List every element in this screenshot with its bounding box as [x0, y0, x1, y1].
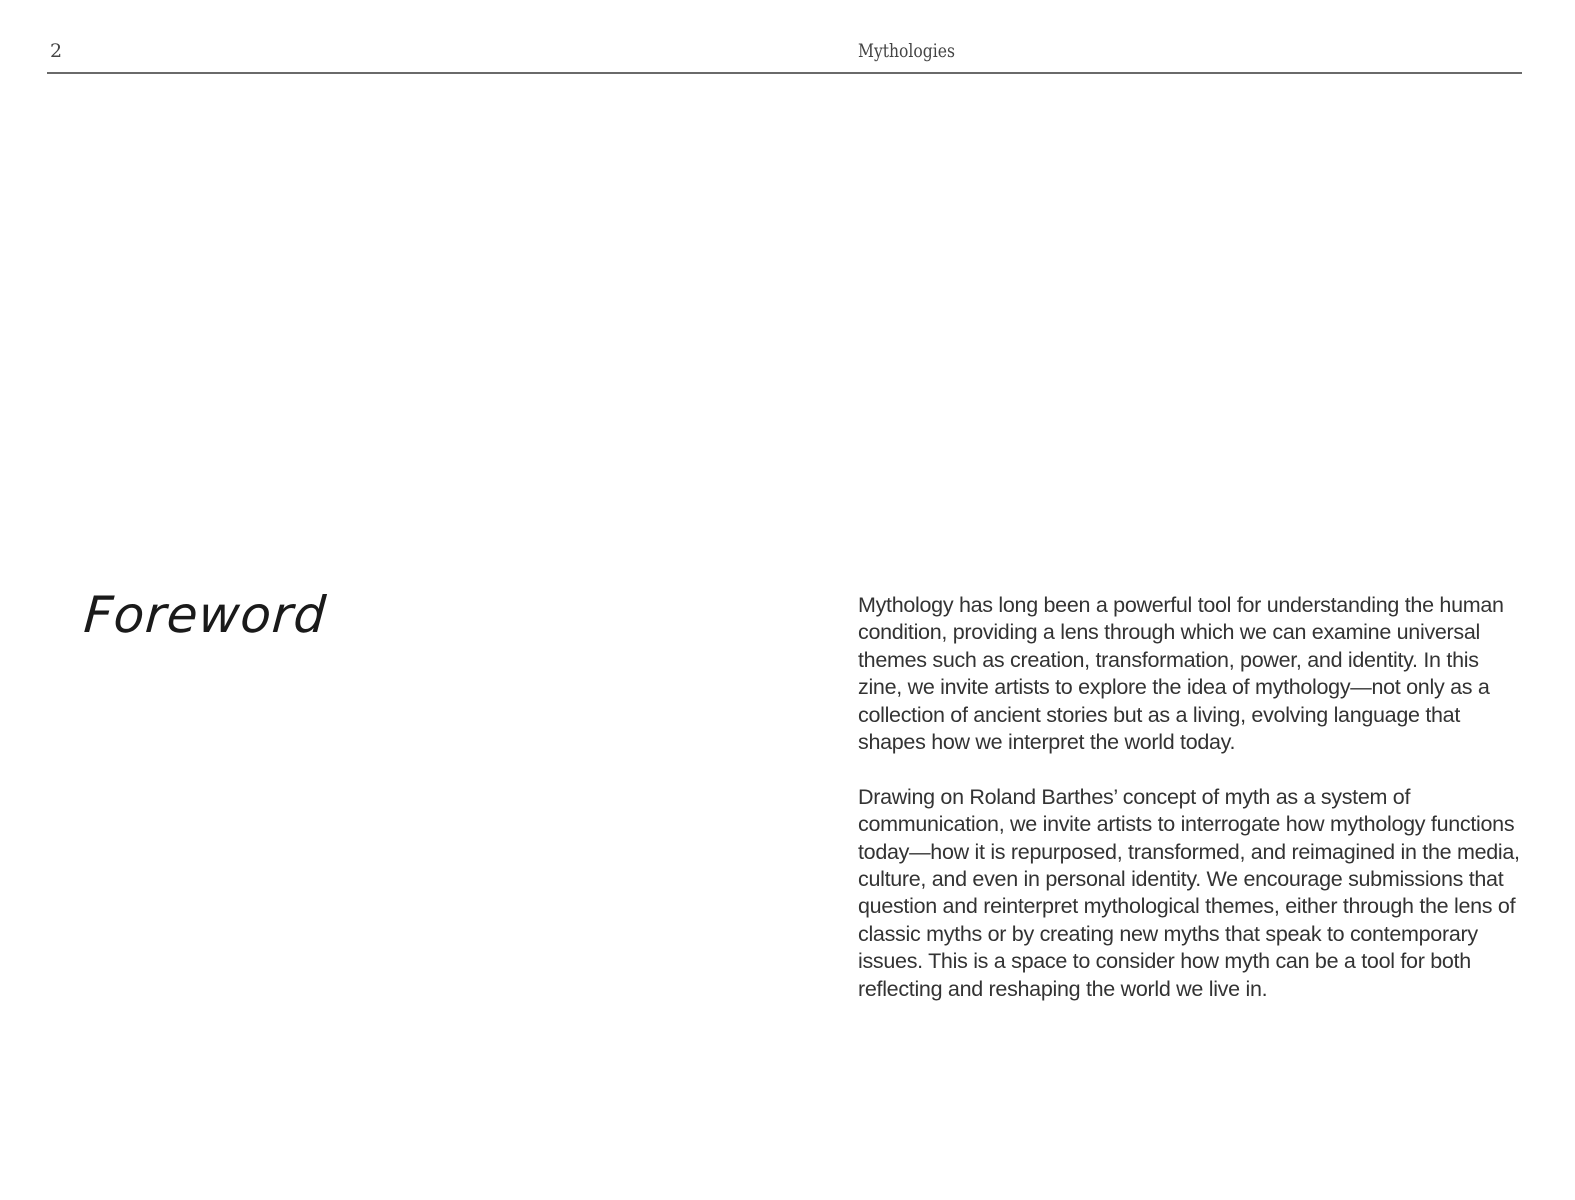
paragraph: Drawing on Roland Barthes’ concept of myth as a system of communication, we invite artists to interrogate how mythology functions today—how it is repurposed, transformed, and reimagined in the media, culture, and even in personal identity. We encourage submissions that question and reinterpret mythological themes, either through the lens of classic myths or by creating new myths that speak to contemporary issues. This is a space to consider how myth can be a tool for both reflecting and reshaping the world we live in. [858, 784, 1520, 1001]
running-header-title: Mythologies [858, 40, 955, 62]
body-text [858, 592, 1528, 1030]
paragraph: Mythology has long been a powerful tool for understanding the human condition, providing a lens through which we can examine universal themes such as creation, transformation, power, and identity. In this zine, we invite artists to explore the idea of mythology—not only as a collection of ancient stories but as a living, evolving language that shapes how we interpret the world today. [858, 593, 1504, 755]
header-divider [47, 72, 1522, 74]
section-title: Foreword [82, 586, 329, 644]
page-number: 2 [50, 40, 63, 62]
